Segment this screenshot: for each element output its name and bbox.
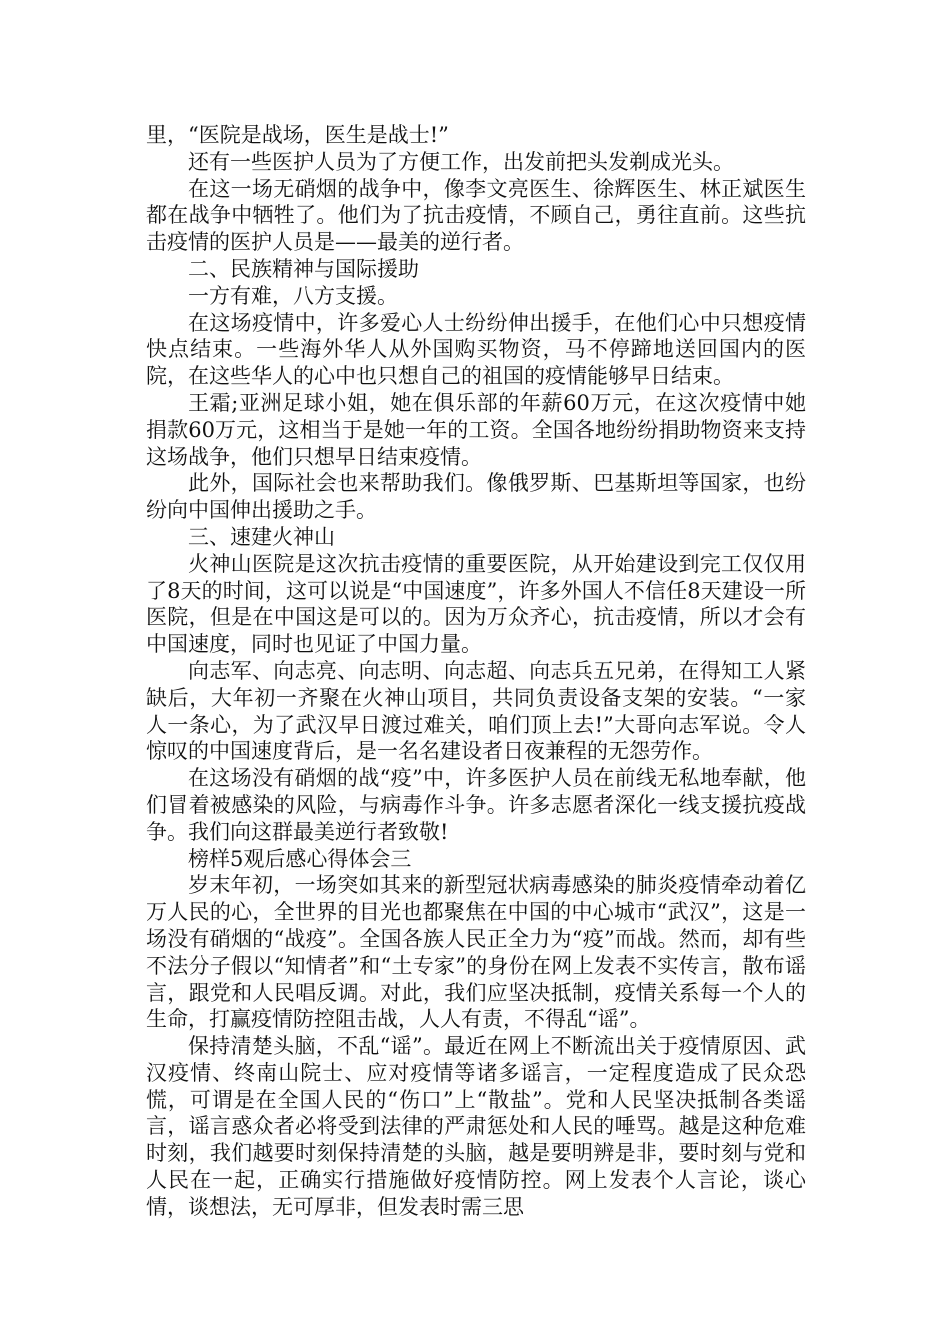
paragraph: 还有一些医护人员为了方便工作，出发前把头发剃成光头。 — [188, 149, 734, 174]
paragraph: 岁末年初，一场突如其来的新型冠状病毒感染的肺炎疫情牵动着亿万人民的心，全世界的目光也都聚焦在中国的中心城市“武汉”，这是一场没有硝烟的“战疫”。全国各族人民正全力为“疫”而战。然而，却有些不法分子假以“知情者”和“土专家”的身份在网上发表不实传言，散布谣言，跟党和人民唱反调。对此，我们应坚决抵制，疫情关系每一个人的生命，打赢疫情防控阻击战，人人有责，不得乱“谣”。 — [146, 873, 806, 1032]
paragraph: 保持清楚头脑，不乱“谣”。最近在网上不断流出关于疫情原因、武汉疫情、终南山院士、应对疫情等诸多谣言，一定程度造成了民众恐慌，可谓是在全国人民的“伤口”上“散盐”。党和人民坚决抵制各类谣言，谣言惑众者必将受到法律的严肃惩处和人民的唾骂。越是这种危难时刻，我们越要时刻保持清楚的头脑，越是要明辨是非，要时刻与党和人民在一起，正确实行措施做好疫情防控。网上发表个人言论，谈心情，谈想法，无可厚非，但发表时需三思 — [146, 1034, 806, 1219]
section-heading: 二、民族精神与国际援助 — [188, 256, 419, 281]
paragraph: 在这场疫情中，许多爱心人士纷纷伸出援手，在他们心中只想疫情快点结束。一些海外华人从外国购买物资，马不停蹄地送回国内的医院，在这些华人的心中也只想自己的祖国的疫情能够早日结束。 — [146, 310, 806, 389]
paragraph: 一方有难，八方支援。 — [188, 283, 398, 308]
paragraph: 王霜;亚洲足球小姐，她在俱乐部的年薪60万元，在这次疫情中她捐款60万元，这相当于是她一年的工资。全国各地纷纷捐助物资来支持这场战争，他们只想早日结束疫情。 — [146, 390, 806, 469]
paragraph: 在这一场无硝烟的战争中，像李文亮医生、徐辉医生、林正斌医生都在战争中牺牲了。他们为了抗击疫情，不顾自己，勇往直前。这些抗击疫情的医护人员是——最美的逆行者。 — [146, 176, 806, 255]
section-heading: 三、速建火神山 — [188, 524, 335, 549]
paragraph: 在这场没有硝烟的战“疫”中，许多医护人员在前线无私地奉献，他们冒着被感染的风险，与病毒作斗争。许多志愿者深化一线支援抗疫战争。我们向这群最美逆行者致敬! — [146, 766, 806, 844]
paragraph: 此外，国际社会也来帮助我们。像俄罗斯、巴基斯坦等国家，也纷纷向中国伸出援助之手。 — [146, 471, 806, 523]
paragraph: 火神山医院是这次抗击疫情的重要医院，从开始建设到完工仅仅用了8天的时间，这可以说是“中国速度”，许多外国人不信任8天建设一所医院，但是在中国这是可以的。因为万众齐心，抗击疫情，所以才会有中国速度，同时也见证了中国力量。 — [146, 551, 806, 657]
section-heading: 榜样5观后感心得体会三 — [188, 846, 412, 871]
paragraph: 向志军、向志亮、向志明、向志超、向志兵五兄弟，在得知工人紧缺后，大年初一齐聚在火神山项目，共同负责设备支架的安装。“一家人一条心，为了武汉早日渡过难关，咱们顶上去!”大哥向志军说。令人惊叹的中国速度背后，是一名名建设者日夜兼程的无怨劳作。 — [146, 658, 806, 764]
paragraph: 里，“医院是战场，医生是战士!” — [146, 123, 449, 147]
document-body — [146, 122, 806, 1221]
